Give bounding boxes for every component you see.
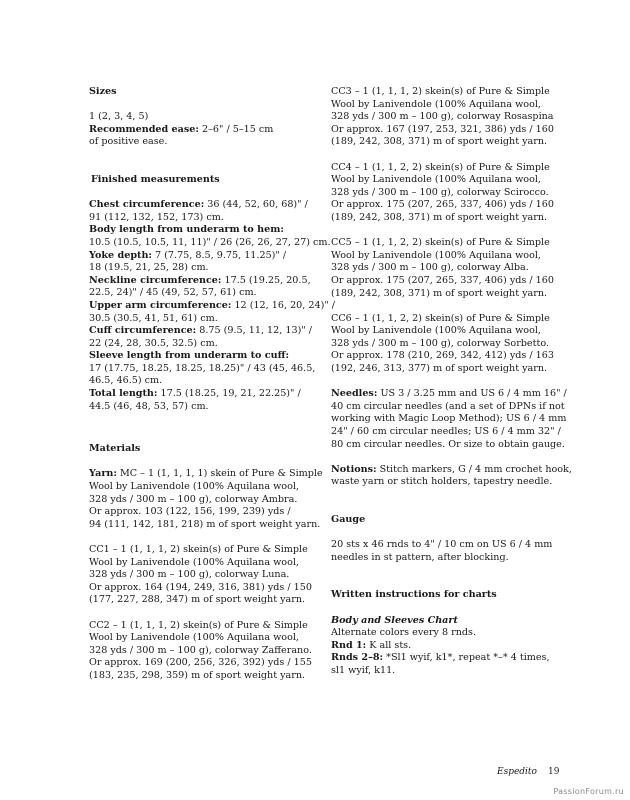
left-column: [89, 86, 336, 683]
measurement-line: 10.5 (10.5, 10.5, 11, 11)" / 26 (26, 26, 27, 27) cm.: [89, 236, 331, 248]
sizes-heading: Sizes: [89, 86, 117, 97]
measurement-line: Sleeve length from underarm to cuff:: [89, 350, 290, 362]
yarn-cc4: CC4 – 1 (1, 1, 2, 2) skein(s) of Pure & Simple Wool by Lanivendole (100% Aquilana wool, 328 yds / 300 m – 100 g), colorway Scirocco. Or approx. 175 (207, 265, 337, 406) yds / 160 (189, 242, 308, 371) m of sport weight yarn.: [331, 161, 554, 223]
measurement-line: Total length: 17.5 (18.25, 19, 21, 22.25)" /: [89, 388, 301, 400]
sizes-values: 1 (2, 3, 4, 5): [89, 111, 149, 123]
recommended-ease-line2: of positive ease.: [89, 136, 168, 148]
measurement-line: Neckline circumference: 17.5 (19.25, 20.5,: [89, 274, 311, 286]
finished-measurements-heading: Finished measurements: [91, 173, 220, 185]
measurement-line: 17 (17.75, 18.25, 18.25, 18.25)" / 43 (45, 46.5,: [89, 362, 316, 374]
measurement-line: Chest circumference: 36 (44, 52, 60, 68)" /: [89, 199, 308, 211]
yarn-cc5: CC5 – 1 (1, 1, 2, 2) skein(s) of Pure & Simple Wool by Lanivendole (100% Aquilana wool, 328 yds / 300 m – 100 g), colorway Alba. Or approx. 175 (207, 265, 337, 406) yds / 160 (189, 242, 308, 371) m of sport weight yarn.: [331, 237, 554, 299]
measurement-line: 91 (112, 132, 152, 173) cm.: [89, 211, 224, 223]
watermark: PassionForum.ru: [553, 787, 624, 796]
needles-label: Needles:: [331, 388, 378, 400]
measurement-line: Cuff circumference: 8.75 (9.5, 11, 12, 13)" /: [89, 325, 313, 337]
recommended-ease: [89, 124, 317, 137]
yarn-cc3: CC3 – 1 (1, 1, 1, 2) skein(s) of Pure & Simple Wool by Lanivendole (100% Aquilana wool, 328 yds / 300 m – 100 g), colorway Rosaspina Or approx. 167 (197, 253, 321, 386) yds / 160 (189, 242, 308, 371) m of sport weight yarn.: [331, 86, 554, 148]
measurement-line: 18 (19.5, 21, 25, 28) cm.: [89, 262, 209, 274]
right-column: [331, 86, 572, 678]
notions: Notions: Stitch markers, G / 4 mm crochet hook, waste yarn or stitch holders, tapestry needle.: [331, 463, 572, 488]
page-number: 19: [548, 767, 560, 777]
gauge-heading: Gauge: [331, 514, 366, 525]
gauge-text: 20 sts x 46 rnds to 4" / 10 cm on US 6 / 4 mm needles in st pattern, after blocking.: [331, 539, 553, 563]
yarn-cc1: CC1 – 1 (1, 1, 1, 2) skein(s) of Pure & Simple Wool by Lanivendole (100% Aquilana wool, 328 yds / 300 m – 100 g), colorway Luna. Or approx. 164 (194, 249, 316, 381) yds / 150 (177, 227, 288, 347) m of sport weight yarn.: [89, 544, 312, 606]
measurement-line: Yoke depth: 7 (7.75, 8.5, 9.75, 11.25)" /: [89, 249, 287, 261]
yarn-label: Yarn:: [89, 468, 117, 480]
measurement-line: 30.5 (30.5, 41, 51, 61) cm.: [89, 312, 218, 324]
finished-measurements-list: [89, 199, 336, 413]
measurement-line: Body length from underarm to hem:: [89, 224, 284, 236]
measurement-line: Upper arm circumference: 12 (12, 16, 20, 24)" /: [89, 299, 336, 311]
rnd2-8-line2: sl1 wyif, k11.: [331, 664, 396, 676]
recommended-ease-value: 2–6" / 5–15 cm: [198, 123, 274, 135]
rnd1-line: Rnd 1: K all sts.: [331, 639, 412, 651]
measurement-line: 22 (24, 28, 30.5, 32.5) cm.: [89, 337, 218, 349]
body-sleeves-chart-subhead: Body and Sleeves Chart: [331, 614, 458, 626]
alternate-colors-line: Alternate colors every 8 rnds.: [331, 627, 477, 639]
yarn-mc: Yarn: MC – 1 (1, 1, 1, 1) skein of Pure & Simple Wool by Lanivendole (100% Aquilana wool, 328 yds / 300 m – 100 g), colorway Ambra. Or approx. 103 (122, 156, 199, 239) yds / 94 (111, 142, 181, 218) m of sport weight yarn.: [89, 468, 323, 530]
written-instructions-heading: Written instructions for charts: [331, 589, 497, 601]
measurement-line: 44.5 (46, 48, 53, 57) cm.: [89, 400, 209, 412]
recommended-ease-label: Recommended ease:: [89, 123, 199, 135]
notions-label: Notions:: [331, 463, 377, 475]
yarn-cc6: CC6 – 1 (1, 1, 2, 2) skein(s) of Pure & Simple Wool by Lanivendole (100% Aquilana wool, 328 yds / 300 m – 100 g), colorway Sorbetto. Or approx. 178 (210, 269, 342, 412) yds / 163 (192, 246, 313, 377) m of sport weight yarn.: [331, 312, 554, 375]
measurement-line: 46.5, 46.5) cm.: [89, 375, 163, 387]
footer-pattern-title: Espedito: [497, 767, 537, 777]
measurement-line: 22.5, 24)" / 45 (49, 52, 57, 61) cm.: [89, 287, 257, 299]
rnd2-8-line: Rnds 2–8: *Sl1 wyif, k1*, repeat *–* 4 times,: [331, 652, 550, 664]
needles: Needles: US 3 / 3.25 mm and US 6 / 4 mm 16" / 40 cm circular needles (and a set of DPNs if not working with Magic Loop Method); US 6 / 4 mm 24" / 60 cm circular needles; US 6 / 4 mm 32" / 80 cm circular needles. Or size to obtain gauge.: [331, 388, 567, 450]
materials-heading: Materials: [89, 443, 141, 455]
yarn-cc2: CC2 – 1 (1, 1, 1, 2) skein(s) of Pure & Simple Wool by Lanivendole (100% Aquilana wool, 328 yds / 300 m – 100 g), colorway Zafferano. Or approx. 169 (200, 256, 326, 392) yds / 155 (183, 235, 298, 359) m of sport weight yarn.: [89, 619, 312, 681]
